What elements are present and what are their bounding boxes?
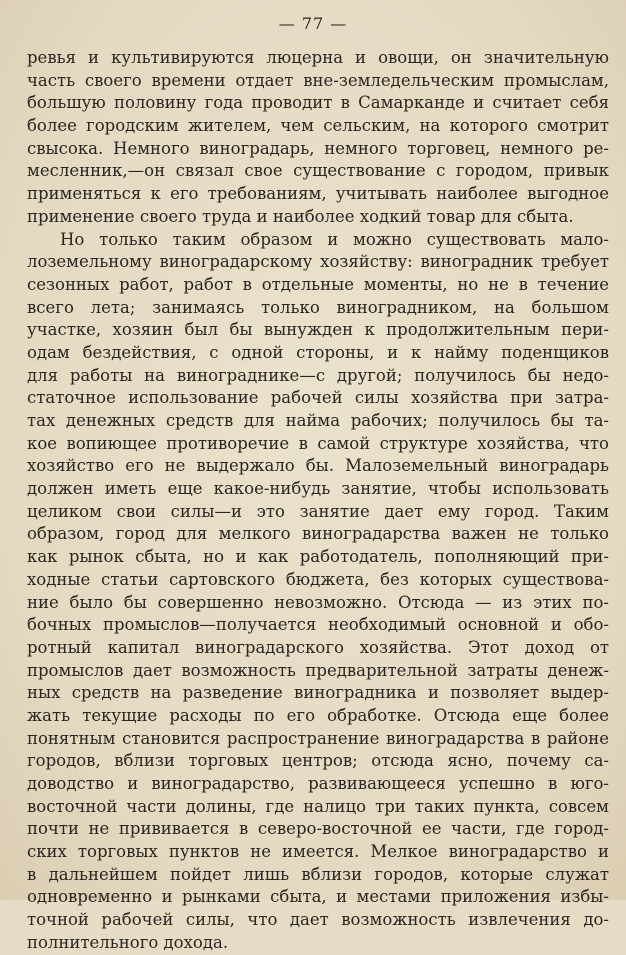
text-line: свысока. Немного виноградарь, немного торговец, немного ре- [27, 138, 609, 158]
text-line: более городским жителем, чем сельским, на которого смотрит [27, 116, 609, 136]
text-line: понятным становится распространение виноградарства в районе [27, 728, 609, 748]
text-line: статочное использование рабочей силы хозяйства при затра- [27, 388, 609, 408]
text-line: доводство и виноградарство, развивающееся успешно в юго- [27, 774, 609, 793]
text-line: полнительного дохода. [27, 932, 229, 952]
text-line: точной рабочей силы, что дает возможность извлечения до- [27, 910, 609, 930]
text-line: тах денежных средств для найма рабочих; получилось бы та- [27, 411, 609, 430]
text-line: часть своего времени отдает вне-земледельческим промыслам, [27, 70, 609, 90]
text-line: ных средств на разведение виноградника и позволяет выдер- [27, 683, 609, 703]
text-line: целиком свои силы—и это занятие дает ему город. Таким [27, 501, 609, 521]
text-line: для работы на винограднике—с другой; получилось бы недо- [27, 365, 609, 385]
text-line: городов, вблизи торговых центров; отсюда ясно, почему са- [27, 751, 609, 771]
text-line: сезонных работ, работ в отдельные моменты, но не в течение [27, 274, 609, 294]
text-line: ходные статьи сартовского бюджета, без которых существова- [27, 569, 609, 589]
text-line: ревья и культивируются люцерна и овощи, он значительную [27, 48, 609, 67]
text-line: месленник,—он связал свое существование с городом, привык [27, 161, 609, 181]
text-line: хозяйство его не выдержало бы. Малоземельный виноградарь [27, 456, 609, 476]
body-text [27, 47, 609, 955]
text-line: применяться к его требованиям, учитывать наиболее выгодное [27, 184, 609, 204]
text-line: большую половину года проводит в Самарканде и считает себя [27, 93, 609, 113]
text-line: Но только таким образом и можно существовать мало- [60, 229, 609, 249]
page-number: — 77 — [278, 14, 348, 33]
text-line: ротный капитал виноградарского хозяйства. Этот доход от [27, 637, 609, 657]
text-line: одновременно и рынками сбыта, и местами приложения избы- [27, 887, 609, 907]
text-line: жать текущие расходы по его обработке. Отсюда еще более [27, 705, 609, 725]
text-line: одам бездействия, с одной стороны, и к найму поденщиков [27, 342, 609, 362]
text-line: должен иметь еще какое-нибудь занятие, чтобы использовать [27, 479, 609, 499]
text-line: почти не прививается в северо-восточной ее части, где город- [27, 819, 609, 839]
text-line: ских торговых пунктов не имеется. Мелкое виноградарство и [27, 842, 609, 862]
text-line: промыслов дает возможность предварительной затраты денеж- [27, 660, 609, 680]
text-line: образом, город для мелкого виноградарства важен не только [27, 524, 609, 544]
text-line: кое вопиющее противоречие в самой структуре хозяйства, что [27, 433, 609, 453]
text-line: в дальнейшем пойдет лишь вблизи городов, которые служат [27, 864, 609, 884]
text-line: лоземельному виноградарскому хозяйству: виноградник требует [27, 252, 609, 272]
text-line: как рынок сбыта, но и как работодатель, пополняющий при- [27, 547, 609, 567]
text-line: бочных промыслов—получается необходимый основной и обо- [27, 615, 609, 635]
text-line: участке, хозяин был бы вынужден к продолжительным пери- [27, 320, 609, 340]
text-line: применение своего труда и наиболее ходкий товар для сбыта. [27, 206, 574, 226]
text-line: ние было бы совершенно невозможно. Отсюда — из этих по- [27, 592, 609, 612]
text-line: восточной части долины, где налицо три таких пункта, совсем [27, 796, 609, 816]
text-line: всего лета; занимаясь только виноградником, на большом [27, 297, 609, 317]
